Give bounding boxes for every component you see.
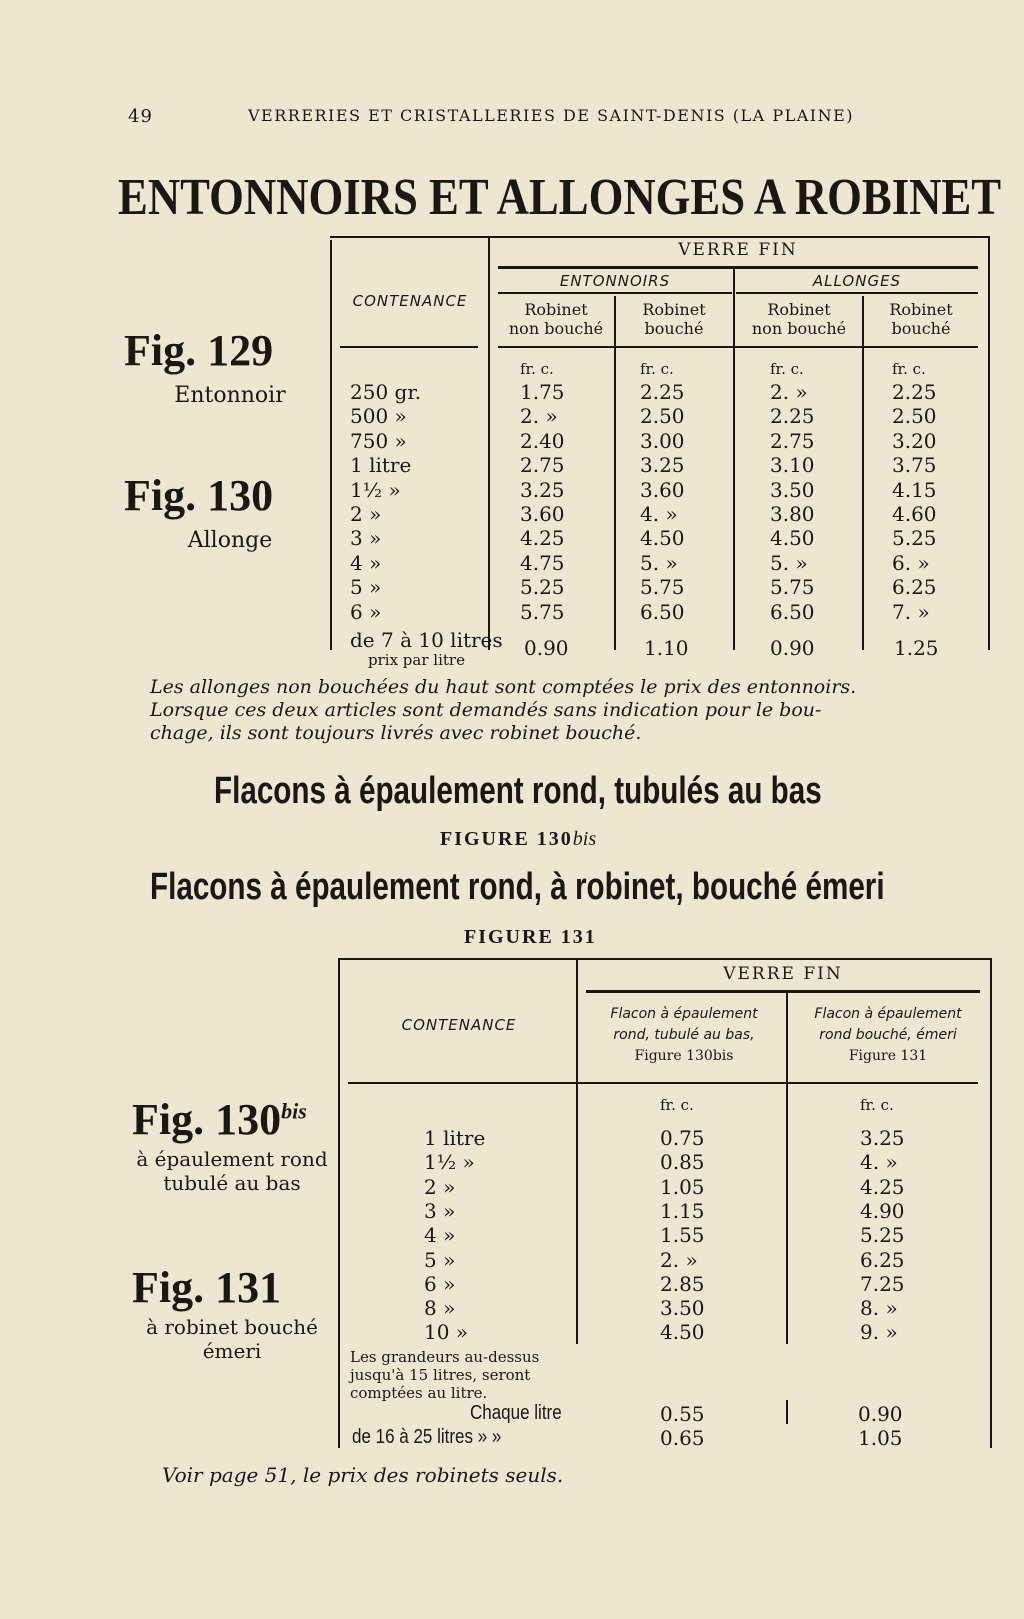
- t1-group-entonnoirs: ENTONNOIRS: [559, 272, 671, 290]
- t2-unit: fr. c.: [660, 1096, 694, 1114]
- table2-rule: [348, 1082, 978, 1084]
- t1-row-price: 5.25: [520, 575, 565, 600]
- t1-last-cap: de 7 à 10 litres: [350, 628, 503, 652]
- t1-contenance-header: CONTENANCE: [352, 292, 468, 310]
- running-head-text: VERRERIES ET CRISTALLERIES DE SAINT-DENIS (LA PLAINE): [248, 106, 854, 125]
- note-line: Lorsque ces deux articles sont demandés sans indication pour le bou-: [150, 699, 822, 721]
- t1-row-price: 5.75: [770, 575, 815, 600]
- table2-divider: [576, 958, 578, 1344]
- section1-title: ENTONNOIRS ET ALLONGES A ROBINET: [118, 169, 1002, 226]
- t2-row-price: 1.15: [660, 1198, 705, 1223]
- t1-row-price: 2.25: [892, 380, 937, 404]
- t2-row-price: 2.85: [660, 1271, 705, 1296]
- t1-row-price: 3.25: [520, 477, 565, 502]
- t2-note-line: comptées au litre.: [350, 1384, 488, 1402]
- t1-unit: fr. c.: [640, 360, 674, 378]
- table2-left-border: [338, 958, 340, 1448]
- t1-row-capacity: 6 »: [350, 599, 382, 624]
- t1-row-price: 4.75: [520, 550, 565, 575]
- t2-row-price: 2. »: [660, 1247, 698, 1272]
- t1-row-price: 5.25: [892, 526, 937, 551]
- t1-row-price: 5. »: [640, 550, 678, 575]
- t1-last-val: 0.90: [770, 636, 815, 660]
- t1-last-val: 1.25: [894, 636, 939, 660]
- t2-row-capacity: 8 »: [424, 1296, 456, 1321]
- caption-line: tubulé au bas: [163, 1171, 301, 1195]
- t2-col1-line: Figure 130bis: [634, 1048, 734, 1064]
- t2-chaque-litre: Chaque litre: [470, 1402, 562, 1424]
- t2-row-price: 7.25: [860, 1271, 905, 1296]
- table1-rule: [498, 292, 732, 294]
- t2-note-line: jusqu'à 15 litres, seront: [350, 1366, 531, 1384]
- t1-row-price: 6.50: [770, 599, 815, 624]
- t1-row-price: 2.75: [520, 453, 565, 478]
- t1-col1-header: [498, 300, 614, 338]
- t1-col4-line1: Robinet: [889, 300, 953, 319]
- table2-divider: [786, 1400, 788, 1424]
- t2-contenance-header: CONTENANCE: [401, 1016, 517, 1034]
- section2-title-a: Flacons à épaulement rond, tubulés au bas: [214, 770, 822, 812]
- t1-unit: fr. c.: [520, 360, 554, 378]
- table1-rule: [498, 346, 978, 348]
- t1-row-price: 2.50: [892, 404, 937, 429]
- t2-row-capacity: 5 »: [424, 1247, 456, 1272]
- t1-row-price: 3.00: [640, 428, 685, 453]
- section1-notes: [150, 676, 990, 745]
- t1-row-price: 3.60: [520, 502, 565, 526]
- t2-row-capacity: 1 litre: [424, 1126, 486, 1150]
- t1-row-capacity: 750 »: [350, 428, 407, 453]
- t1-col4-line2: bouché: [891, 319, 951, 338]
- fig130bis-caption: [128, 1147, 336, 1195]
- t1-col3-line1: Robinet: [767, 300, 831, 319]
- t1-row-price: 4.25: [520, 526, 565, 551]
- t1-row-price: 4.15: [892, 477, 937, 502]
- t2-row-price: 0.75: [660, 1126, 705, 1150]
- t1-col2-line1: Robinet: [642, 300, 706, 319]
- t2-col1-header: [584, 1004, 784, 1067]
- t1-group-allonges: ALLONGES: [812, 272, 902, 290]
- t1-row-price: 3.50: [770, 477, 815, 502]
- t1-row-capacity: 4 »: [350, 550, 382, 575]
- t2-row-price: 1.55: [660, 1223, 705, 1248]
- t1-row-capacity: 1½ »: [350, 477, 401, 502]
- t1-row-price: 3.60: [640, 477, 685, 502]
- t1-last-sub: prix par litre: [368, 651, 465, 669]
- t1-row-price: 4. »: [640, 502, 678, 526]
- note-line: chage, ils sont toujours livrés avec robinet bouché.: [150, 722, 642, 744]
- table1-rule: [498, 266, 978, 269]
- t1-col2-line2: bouché: [644, 319, 704, 338]
- t2-row-price: 6.25: [860, 1247, 905, 1272]
- t2-col1-line: Flacon à épaulement: [610, 1006, 758, 1022]
- fig131-label: Fig. 131: [132, 1263, 282, 1312]
- t1-row-price: 3.75: [892, 453, 937, 478]
- figure-a-caption: [440, 828, 596, 851]
- t1-row-price: 5.75: [520, 599, 565, 624]
- t2-de16: de 16 à 25 litres » »: [352, 1426, 502, 1448]
- t2-verre-fin: VERRE FIN: [723, 964, 843, 984]
- figure-a-label: FIGURE 130: [440, 828, 573, 850]
- t2-row-capacity: 2 »: [424, 1174, 456, 1199]
- table2-divider: [786, 992, 788, 1344]
- fig129-label: Fig. 129: [124, 326, 274, 375]
- caption-line: à robinet bouché: [146, 1315, 318, 1339]
- t2-row-price: 0.85: [660, 1150, 705, 1175]
- t1-verre-fin: VERRE FIN: [678, 240, 798, 260]
- t2-chaque-val: 0.90: [858, 1402, 903, 1426]
- t1-row-price: 2.75: [770, 428, 815, 453]
- t1-row-price: 2. »: [520, 404, 558, 429]
- caption-line: émeri: [202, 1339, 262, 1363]
- t2-row-capacity: 6 »: [424, 1271, 456, 1296]
- section2-title-b: Flacons à épaulement rond, à robinet, bouché émeri: [150, 866, 885, 908]
- t1-row-capacity: 2 »: [350, 502, 382, 526]
- t2-row-price: 9. »: [860, 1320, 898, 1345]
- t1-row-price: 3.20: [892, 428, 937, 453]
- t2-row-capacity: 10 »: [424, 1320, 469, 1345]
- t1-row-price: 3.25: [640, 453, 685, 478]
- t2-col2-line: rond bouché, émeri: [819, 1027, 957, 1043]
- table2-right-border: [990, 958, 992, 1448]
- t1-row-price: 1.75: [520, 380, 565, 404]
- t1-row-price: 7. »: [892, 599, 930, 624]
- t1-unit: fr. c.: [770, 360, 804, 378]
- t2-de16-val: 1.05: [858, 1426, 903, 1450]
- t2-col2-line: Flacon à épaulement: [814, 1006, 962, 1022]
- fig129-caption: Entonnoir: [174, 383, 286, 408]
- fig131-caption: [128, 1315, 336, 1363]
- t1-last-val: 0.90: [524, 636, 569, 660]
- t1-col4-header: [864, 300, 978, 338]
- fig130bis-label: [132, 1094, 307, 1145]
- t2-row-capacity: 3 »: [424, 1198, 456, 1223]
- t1-last-val: 1.10: [644, 636, 689, 660]
- fig130-caption: Allonge: [187, 528, 273, 553]
- table1-divider: [488, 236, 490, 650]
- t2-col2-line: Figure 131: [848, 1048, 928, 1064]
- table1-divider: [733, 266, 735, 650]
- t1-col3-header: [736, 300, 862, 338]
- figure-b-caption: FIGURE 131: [464, 926, 597, 948]
- t1-col1-line2: non bouché: [508, 319, 604, 338]
- t1-row-price: 4.60: [892, 502, 937, 526]
- t1-row-price: 4.50: [770, 526, 815, 551]
- t1-unit: fr. c.: [892, 360, 926, 378]
- t1-row-price: 3.10: [770, 453, 815, 478]
- t1-row-capacity: 1 litre: [350, 453, 412, 478]
- t1-row-capacity: 500 »: [350, 404, 407, 429]
- t1-row-price: 5. »: [770, 550, 808, 575]
- table2-top-border: [338, 958, 992, 960]
- table1-right-border: [988, 236, 990, 650]
- page-number: 49: [128, 106, 153, 127]
- t2-row-price: 3.50: [660, 1296, 705, 1321]
- t2-chaque-val: 0.55: [660, 1402, 705, 1426]
- t1-row-price: 4.50: [640, 526, 685, 551]
- t2-col1-line: rond, tubulé au bas,: [613, 1027, 755, 1043]
- fig130bis-sup: bis: [281, 1098, 307, 1124]
- t2-row-price: 4.25: [860, 1174, 905, 1199]
- t1-row-price: 2. »: [770, 380, 808, 404]
- t1-col1-line1: Robinet: [524, 300, 588, 319]
- fig130-label: Fig. 130: [124, 471, 274, 520]
- t1-row-price: 6. »: [892, 550, 930, 575]
- footer-note: Voir page 51, le prix des robinets seuls.: [162, 1463, 564, 1487]
- t1-row-price: 2.25: [770, 404, 815, 429]
- t2-row-price: 1.05: [660, 1174, 705, 1199]
- t1-row-price: 2.40: [520, 428, 565, 453]
- t2-de16-val: 0.65: [660, 1426, 705, 1450]
- t2-col2-header: [790, 1004, 986, 1067]
- table2-rule: [586, 990, 980, 993]
- t2-row-price: 4.50: [660, 1320, 705, 1345]
- t2-note: [350, 1348, 580, 1402]
- note-line: Les allonges non bouchées du haut sont comptées le prix des entonnoirs.: [150, 676, 857, 698]
- t2-unit: fr. c.: [860, 1096, 894, 1114]
- t2-row-price: 4. »: [860, 1150, 898, 1175]
- t1-row-price: 5.75: [640, 575, 685, 600]
- t2-row-capacity: 1½ »: [424, 1150, 475, 1175]
- t1-row-capacity: 5 »: [350, 575, 382, 600]
- table1-divider: [862, 296, 864, 650]
- fig130bis-label-text: Fig. 130: [132, 1095, 282, 1144]
- t1-row-price: 6.25: [892, 575, 937, 600]
- t1-col2-header: [616, 300, 732, 338]
- t2-note-line: Les grandeurs au-dessus: [350, 1348, 540, 1366]
- t1-row-price: 2.50: [640, 404, 685, 429]
- t1-row-price: 2.25: [640, 380, 685, 404]
- caption-line: à épaulement rond: [136, 1147, 328, 1171]
- t1-row-price: 3.80: [770, 502, 815, 526]
- figure-a-suffix: bis: [572, 828, 597, 850]
- table1-left-border: [330, 240, 332, 650]
- t2-row-price: 8. »: [860, 1296, 898, 1321]
- t1-col3-line2: non bouché: [751, 319, 847, 338]
- t2-row-price: 5.25: [860, 1223, 905, 1248]
- table1-rule: [340, 346, 478, 348]
- t2-row-price: 3.25: [860, 1126, 905, 1150]
- t1-row-capacity: 250 gr.: [350, 380, 422, 404]
- table1-divider: [614, 296, 616, 650]
- t2-row-capacity: 4 »: [424, 1223, 456, 1248]
- table1-rule: [736, 292, 978, 294]
- table1-top-border: [330, 236, 990, 238]
- t1-row-capacity: 3 »: [350, 526, 382, 551]
- t1-row-price: 6.50: [640, 599, 685, 624]
- t2-row-price: 4.90: [860, 1198, 905, 1223]
